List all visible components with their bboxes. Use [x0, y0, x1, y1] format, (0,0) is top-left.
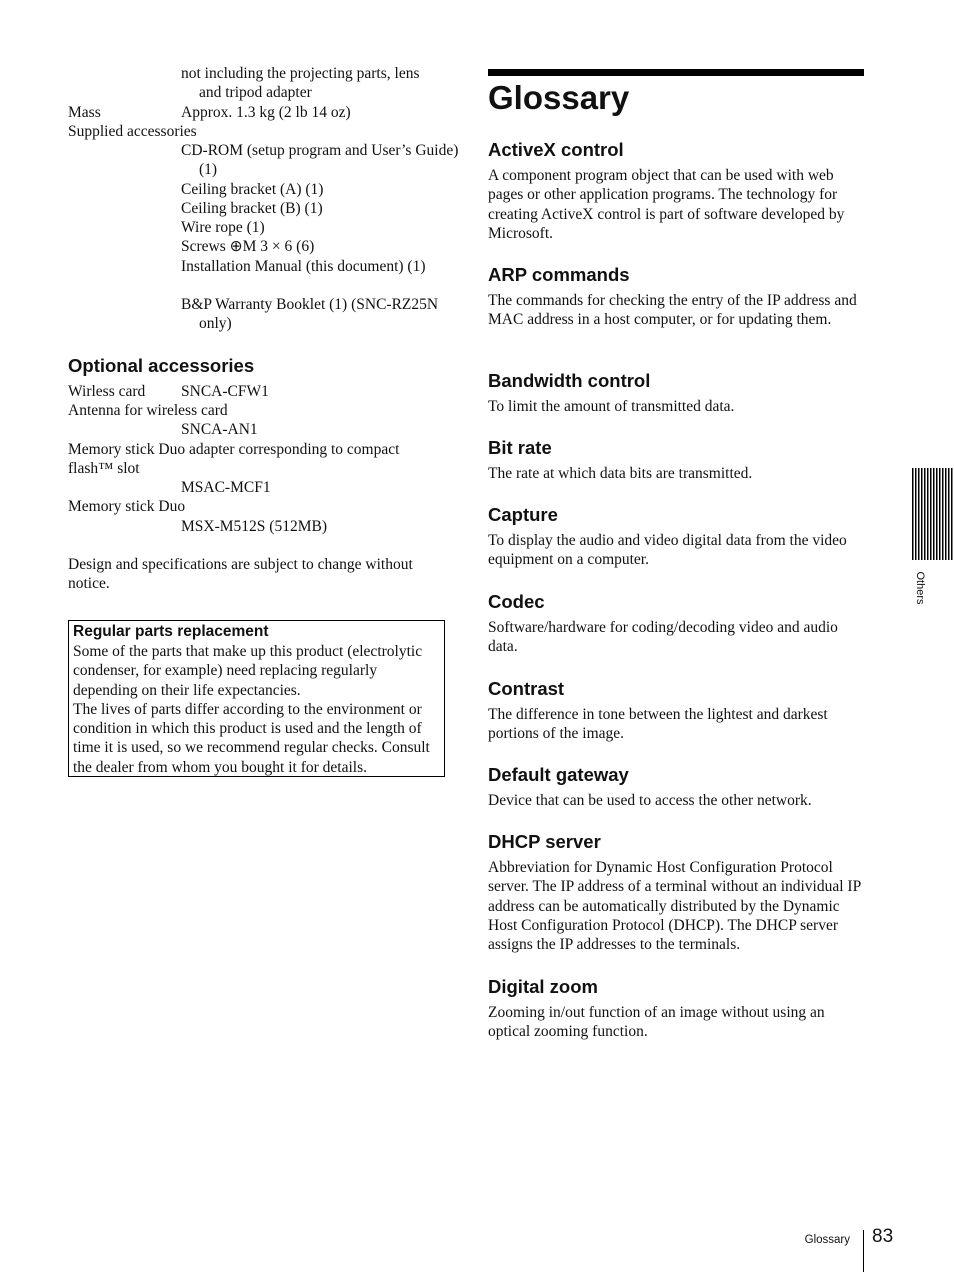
supplied-item: CD-ROM (setup program and User’s Guide) (1)	[181, 142, 459, 179]
glossary-definition: Abbreviation for Dynamic Host Configuration Protocol server. The IP address of a terminal without an individual IP address can be automatically distributed by the Dynamic Host Configuration Protocol (DHCP). The DHCP server assigns the IP addresses to the terminals.	[488, 859, 861, 954]
regular-parts-replacement-box	[68, 620, 445, 777]
dims-cont-line2: and tripod adapter	[199, 84, 312, 102]
antenna-value: SNCA-AN1	[181, 421, 258, 438]
supplied-item: Wire rope (1)	[181, 219, 265, 236]
side-tab-label: Others	[914, 571, 926, 605]
glossary-term: DHCP server	[488, 831, 601, 852]
box-title: Regular parts replacement	[73, 623, 269, 640]
memory-stick-duo-label: Memory stick Duo	[68, 498, 186, 515]
glossary-title: Glossary	[488, 79, 630, 116]
glossary-term: Digital zoom	[488, 976, 598, 997]
side-tab-stripes	[912, 468, 954, 560]
supplied-accessories-label: Supplied accessories	[68, 123, 197, 140]
glossary-definition: To limit the amount of transmitted data.	[488, 398, 735, 415]
glossary-definition: A component program object that can be used with web pages or other application programs. The technology for creating ActiveX control is part of software developed by Microsoft.	[488, 167, 845, 242]
supplied-item: Ceiling bracket (A) (1)	[181, 181, 324, 198]
glossary-definition: The rate at which data bits are transmitted.	[488, 465, 753, 482]
glossary-term: Contrast	[488, 678, 565, 699]
memory-stick-duo-value: MSX-M512S (512MB)	[181, 518, 327, 535]
glossary-rule	[488, 69, 864, 76]
supplied-item: B&P Warranty Booklet (1) (SNC-RZ25N only)	[181, 296, 439, 333]
glossary-definition: The difference in tone between the lightest and darkest portions of the image.	[488, 706, 828, 743]
box-text-2: The lives of parts differ according to the environment or condition in which this product is used and the length of time it is used, so we recommend regular checks. Consult the dealer from whom you bought it for details.	[73, 700, 430, 776]
footer-divider	[863, 1230, 864, 1272]
supplied-item: Installation Manual (this document) (1)	[181, 258, 426, 275]
glossary-term: Capture	[488, 504, 558, 525]
wireless-card-value: SNCA-CFW1	[181, 383, 269, 400]
glossary-term: Default gateway	[488, 764, 629, 785]
mass-label: Mass	[68, 104, 101, 121]
adapter-label: Memory stick Duo adapter corresponding to compact flash™ slot	[68, 441, 400, 478]
optional-accessories-heading: Optional accessories	[68, 355, 255, 376]
glossary-term: ActiveX control	[488, 139, 624, 160]
page-number: 83	[872, 1226, 894, 1247]
glossary-term: Bit rate	[488, 437, 552, 458]
footer-section-name: Glossary	[804, 1234, 850, 1246]
supplied-item: Ceiling bracket (B) (1)	[181, 200, 323, 217]
wireless-card-label: Wirless card	[68, 383, 146, 400]
glossary-term: Bandwidth control	[488, 370, 651, 391]
glossary-definition: To display the audio and video digital data from the video equipment on a computer.	[488, 532, 847, 569]
glossary-term: ARP commands	[488, 264, 630, 285]
glossary-definition: Device that can be used to access the other network.	[488, 792, 812, 809]
glossary-definition: The commands for checking the entry of the IP address and MAC address in a host computer, or for updating them.	[488, 292, 857, 329]
dims-continuation	[181, 64, 451, 103]
glossary-term: Codec	[488, 591, 545, 612]
spec-change-note: Design and specifications are subject to change without notice.	[68, 556, 413, 593]
box-text-1: Some of the parts that make up this product (electrolytic condenser, for example) need replacing regularly depending on their life expectancies.	[73, 643, 423, 699]
antenna-label: Antenna for wireless card	[68, 402, 228, 419]
dims-cont-line1: not including the projecting parts, lens	[181, 65, 420, 82]
glossary-definition: Software/hardware for coding/decoding video and audio data.	[488, 619, 838, 656]
glossary-definition: Zooming in/out function of an image without using an optical zooming function.	[488, 1004, 825, 1041]
supplied-item: Screws ⊕M 3 × 6 (6)	[181, 238, 315, 255]
mass-value: Approx. 1.3 kg (2 lb 14 oz)	[181, 104, 351, 121]
adapter-value: MSAC-MCF1	[181, 479, 271, 496]
